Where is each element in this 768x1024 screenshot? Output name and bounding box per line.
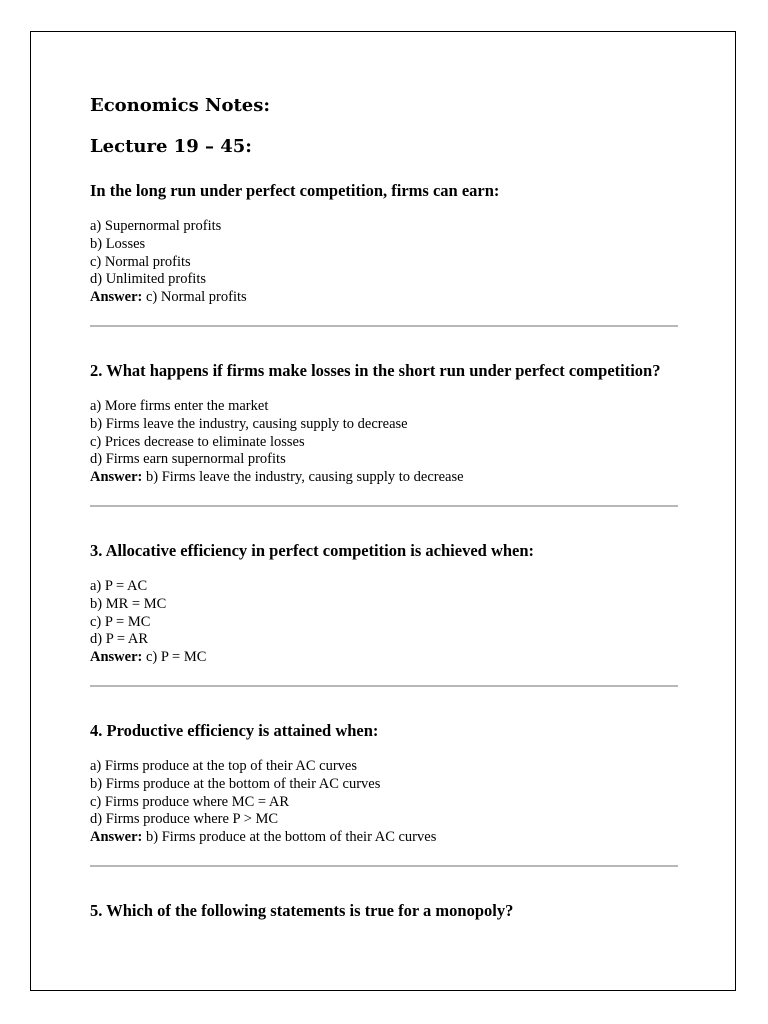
option-b: b) Firms produce at the bottom of their AC curves [90, 775, 381, 792]
option-c: c) Firms produce where MC = AR [90, 793, 290, 810]
question-text: In the long run under perfect competition, firms can earn: [90, 181, 500, 200]
option-a: a) Firms produce at the top of their AC curves [90, 757, 357, 774]
answer-text: c) P = MC [145, 649, 207, 666]
document-title: Economics Notes: [90, 95, 271, 116]
question-block [90, 720, 678, 847]
divider [90, 685, 678, 687]
question-block [90, 540, 678, 667]
question-block [90, 900, 678, 922]
divider [90, 865, 678, 867]
option-d: d) Unlimited profits [90, 271, 206, 288]
question-text: 2. What happens if firms make losses in the short run under perfect competition? [90, 360, 661, 380]
option-a: a) More firms enter the market [90, 397, 269, 414]
option-b: b) MR = MC [90, 595, 167, 612]
option-a: a) Supernormal profits [90, 218, 222, 234]
lecture-heading: Lecture 19 – 45: [90, 136, 252, 157]
answer-line [90, 649, 678, 667]
divider [90, 505, 678, 507]
question-block [90, 180, 678, 307]
answer-label: Answer: [90, 649, 143, 666]
answer-line [90, 829, 678, 847]
document-content [90, 94, 678, 938]
answer-text: c) Normal profits [145, 289, 247, 306]
option-b: b) Firms leave the industry, causing supply to decrease [90, 415, 408, 432]
option-a: a) P = AC [90, 577, 148, 594]
question-text: 4. Productive efficiency is attained when: [90, 720, 379, 740]
question-text: 3. Allocative efficiency in perfect competition is achieved when: [90, 540, 535, 560]
divider [90, 325, 678, 327]
answer-label: Answer: [90, 829, 143, 846]
option-b: b) Losses [90, 235, 146, 252]
option-c: c) P = MC [90, 613, 151, 630]
option-d: d) Firms earn supernormal profits [90, 451, 286, 468]
option-d: d) Firms produce where P > MC [90, 811, 279, 828]
option-c: c) Normal profits [90, 253, 191, 270]
question-block [90, 360, 678, 487]
option-c: c) Prices decrease to eliminate losses [90, 433, 305, 450]
question-text: 5. Which of the following statements is true for a monopoly? [90, 900, 514, 920]
answer-line [90, 469, 678, 487]
option-d: d) P = AR [90, 631, 148, 648]
answer-text: b) Firms leave the industry, causing supply to decrease [145, 469, 464, 486]
answer-label: Answer: [90, 469, 143, 486]
answer-text: b) Firms produce at the bottom of their AC curves [145, 829, 437, 846]
answer-line [90, 289, 678, 307]
answer-label: Answer: [90, 289, 143, 306]
